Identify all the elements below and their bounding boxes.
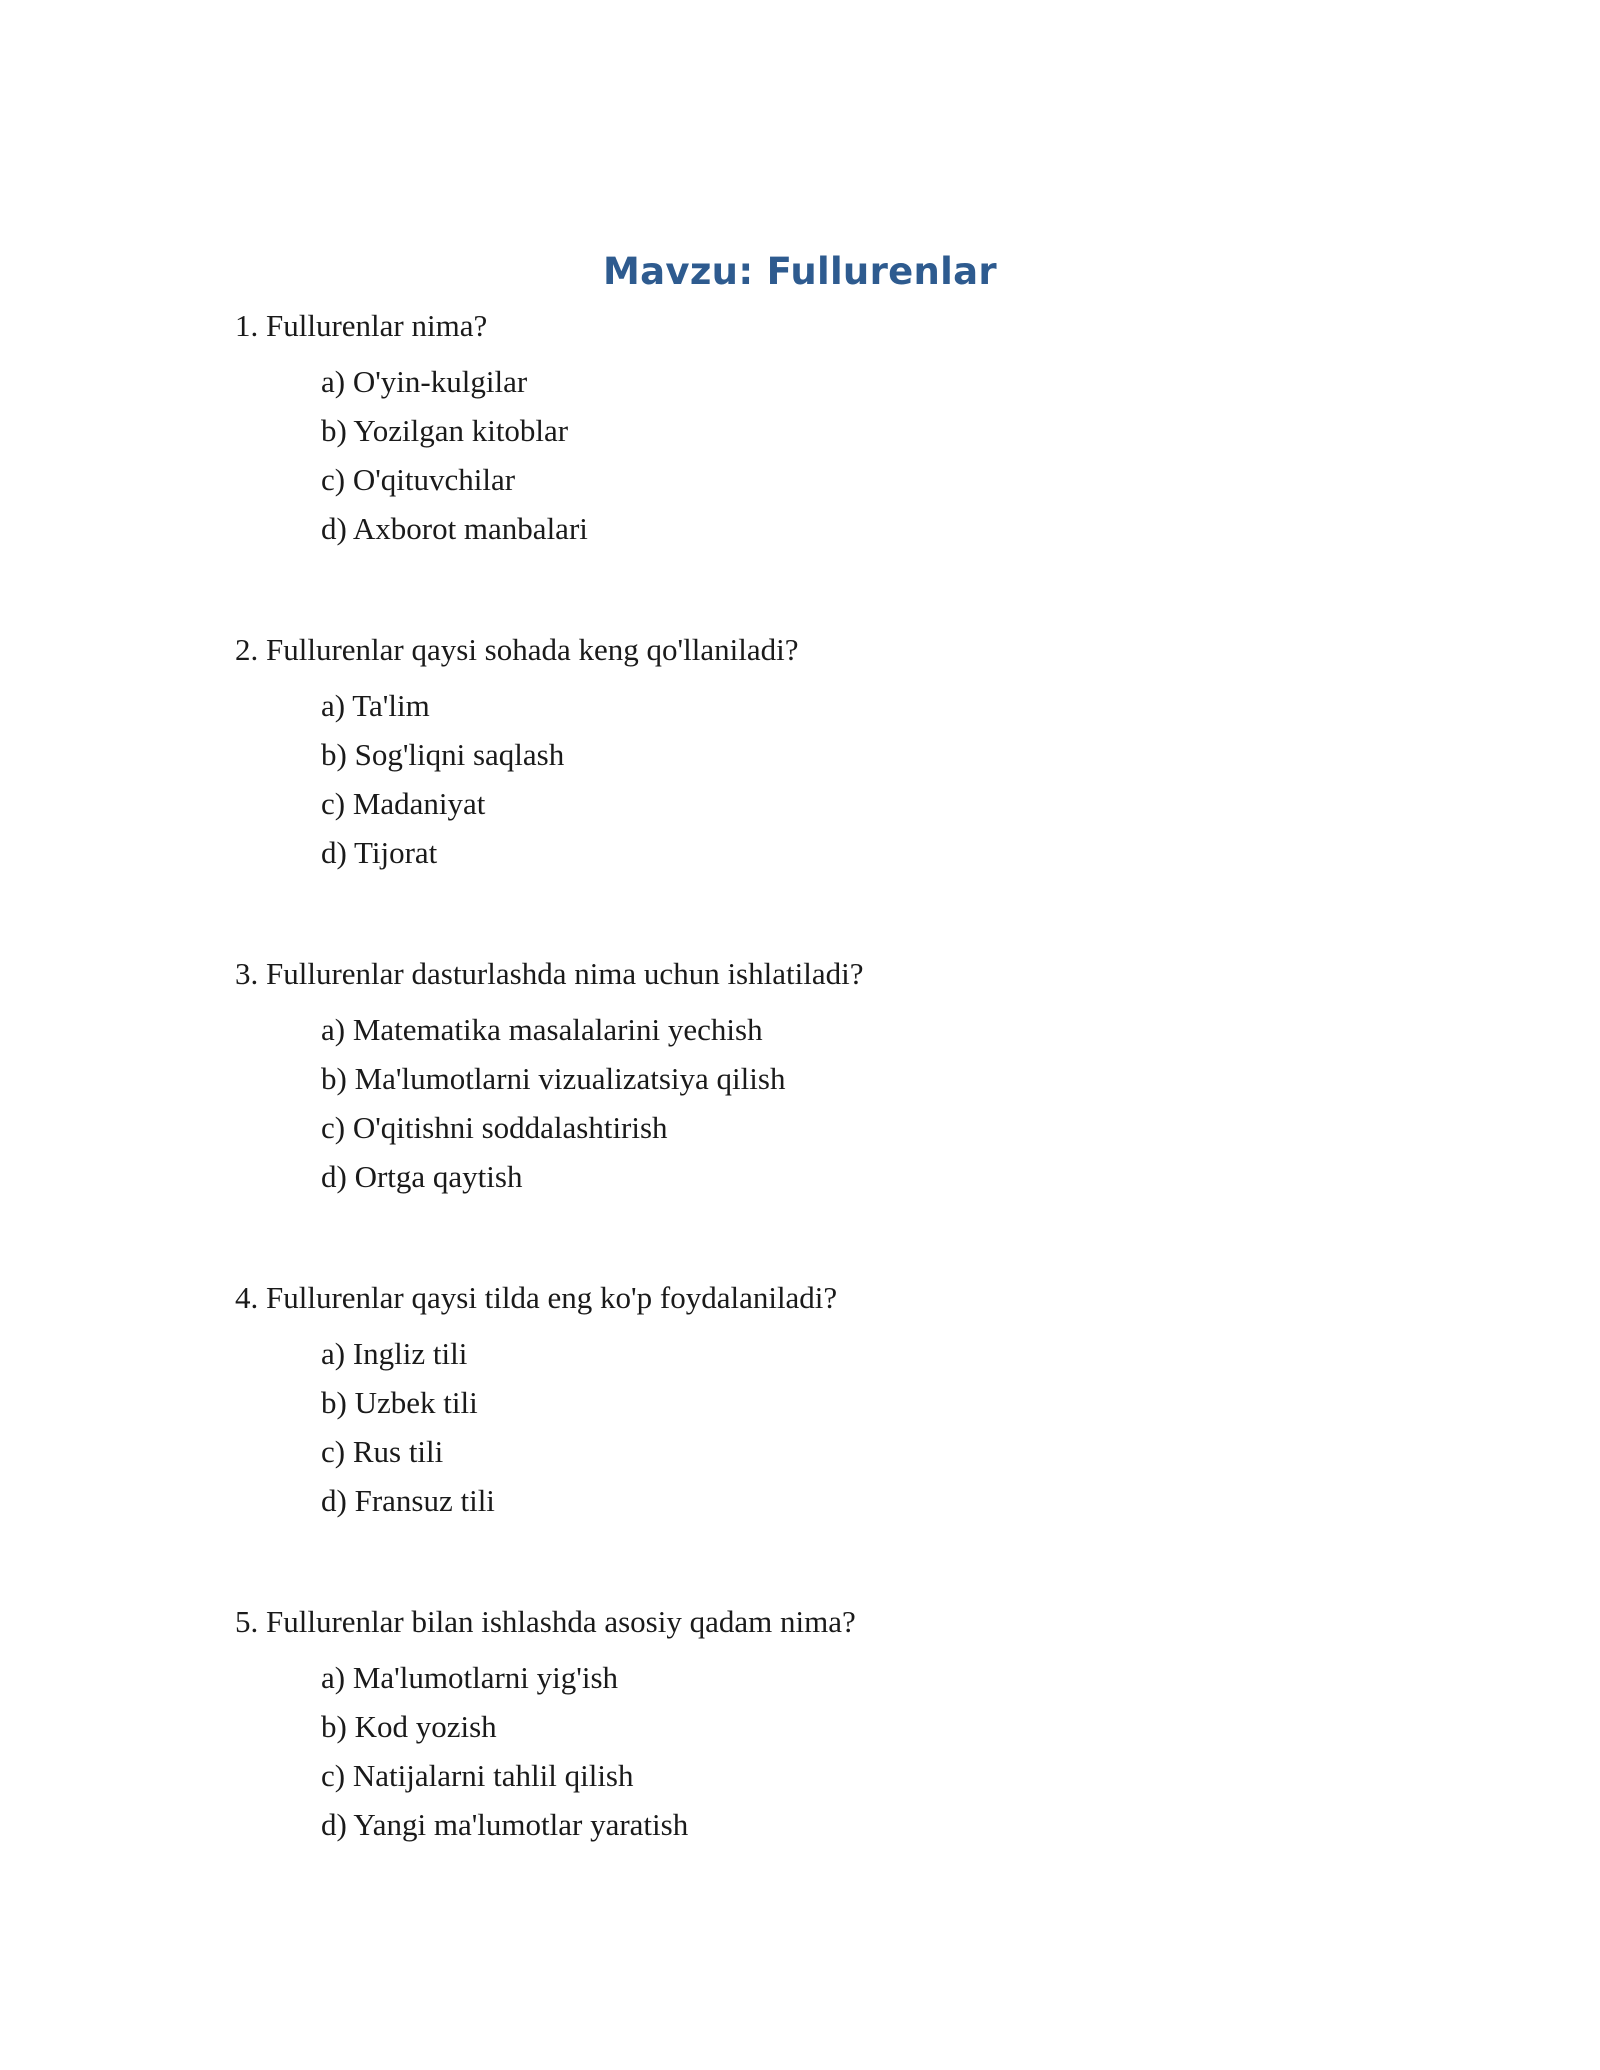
option-b: b) Yozilgan kitoblar [321,413,569,448]
question-3 [235,954,1435,1206]
option-d: d) Ortga qaytish [321,1159,523,1194]
question-2 [235,630,1435,882]
option-a: a) Matematika masalalarini yechish [321,1012,763,1047]
question-4 [235,1278,1435,1530]
options-list [235,362,1435,549]
question-text: 1. Fullurenlar nima? [235,308,488,343]
option-c: c) O'qitishni soddalashtirish [321,1110,668,1145]
option-d: d) Tijorat [321,835,438,870]
option-c: c) Madaniyat [321,786,486,821]
option-b: b) Ma'lumotlarni vizualizatsiya qilish [321,1061,786,1096]
options-list [235,686,1435,873]
options-list [235,1658,1435,1845]
option-d: d) Yangi ma'lumotlar yaratish [321,1807,689,1842]
question-text: 5. Fullurenlar bilan ishlashda asosiy qadam nima? [235,1604,856,1639]
option-d: d) Axborot manbalari [321,511,588,546]
option-a: a) Ta'lim [321,688,430,723]
question-1 [235,306,1435,558]
option-c: c) O'qituvchilar [321,462,516,497]
options-list [235,1010,1435,1197]
option-a: a) O'yin-kulgilar [321,364,528,399]
option-d: d) Fransuz tili [321,1483,495,1518]
option-b: b) Kod yozish [321,1709,497,1744]
options-list [235,1334,1435,1521]
option-a: a) Ma'lumotlarni yig'ish [321,1660,619,1695]
page-title: Mavzu: Fullurenlar [603,250,997,293]
question-text: 2. Fullurenlar qaysi sohada keng qo'llaniladi? [235,632,799,667]
question-text: 3. Fullurenlar dasturlashda nima uchun ishlatiladi? [235,956,864,991]
option-a: a) Ingliz tili [321,1336,468,1371]
question-text: 4. Fullurenlar qaysi tilda eng ko'p foydalaniladi? [235,1280,838,1315]
option-b: b) Sog'liqni saqlash [321,737,565,772]
option-c: c) Rus tili [321,1434,444,1469]
option-c: c) Natijalarni tahlil qilish [321,1758,634,1793]
question-5 [235,1602,1435,1854]
option-b: b) Uzbek tili [321,1385,478,1420]
